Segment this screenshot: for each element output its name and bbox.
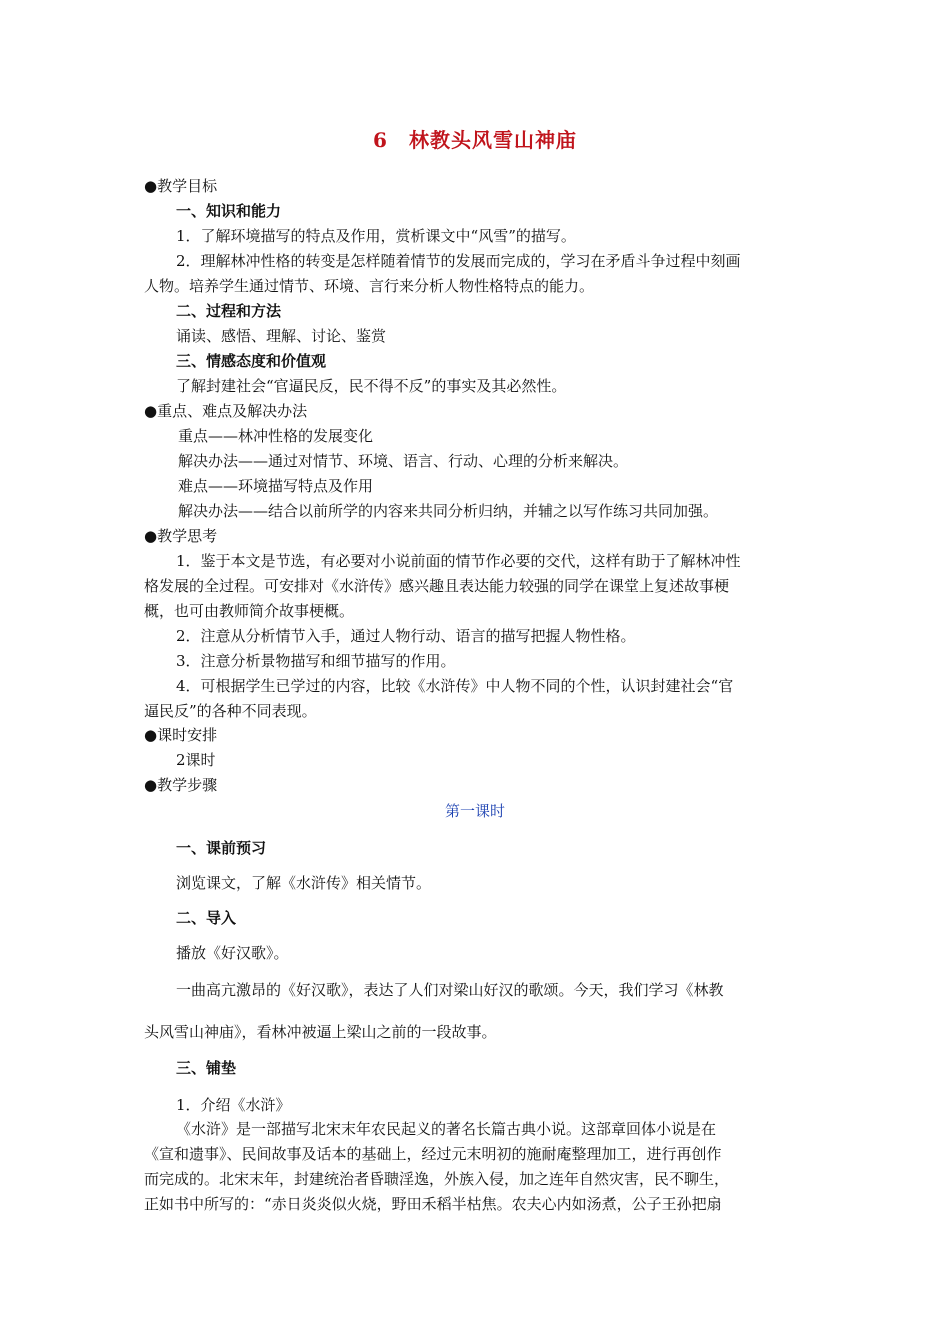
thinking-item-2: 2．注意从分析情节入手，通过人物行动、语言的描写把握人物性格。 bbox=[176, 627, 636, 645]
objectives-section-3-text: 了解封建社会“官逼民反，民不得不反”的事实及其必然性。 bbox=[176, 377, 567, 395]
objectives-heading: ●教学目标 bbox=[144, 177, 218, 195]
schedule-text: 2课时 bbox=[176, 751, 216, 769]
step-2-text-2: 一曲高亢激昂的《好汉歌》，表达了人们对梁山好汉的歌颂。今天，我们学习《林教 bbox=[176, 981, 724, 999]
objectives-section-1: 一、知识和能力 bbox=[176, 202, 282, 220]
thinking-item-1: 1．鉴于本文是节选，有必要对小说前面的情节作必要的交代，这样有助于了解林冲性 bbox=[176, 552, 741, 570]
lesson-title: 第一课时 bbox=[444, 802, 505, 820]
keypoints-heading: ●重点、难点及解决办法 bbox=[144, 402, 308, 420]
step-3-paragraph-2: 《宣和遗事》、民间故事及话本的基础上，经过元末明初的施耐庵整理加工，进行再创作 bbox=[144, 1145, 722, 1163]
thinking-item-4: 4．可根据学生已学过的内容，比较《水浒传》中人物不同的个性，认识封建社会“官 bbox=[176, 677, 734, 695]
objectives-section-3: 三、情感态度和价值观 bbox=[176, 352, 327, 370]
step-2-heading: 二、导入 bbox=[176, 909, 237, 927]
keypoints-line-3: 难点——环境描写特点及作用 bbox=[178, 477, 374, 495]
keypoints-line-1: 重点——林冲性格的发展变化 bbox=[178, 427, 374, 445]
objectives-section-2-text: 诵读、感悟、理解、讨论、鉴赏 bbox=[176, 327, 387, 345]
step-3-paragraph-3: 而完成的。北宋末年，封建统治者昏聩淫逸，外族入侵，加之连年自然灾害，民不聊生， bbox=[144, 1170, 730, 1188]
document-title: 6 林教头风雪山神庙 bbox=[373, 128, 577, 152]
step-3-paragraph-4: 正如书中所写的：“赤日炎炎似火烧，野田禾稻半枯焦。农夫心内如汤煮，公子王孙把扇 bbox=[144, 1195, 722, 1213]
step-3-heading: 三、铺垫 bbox=[176, 1059, 237, 1077]
thinking-heading: ●教学思考 bbox=[144, 527, 218, 545]
objectives-item-2-cont: 人物。培养学生通过情节、环境、言行来分析人物性格特点的能力。 bbox=[144, 277, 595, 295]
step-3-paragraph-1: 《水浒》是一部描写北宋末年农民起义的著名长篇古典小说。这部章回体小说是在 bbox=[176, 1120, 717, 1138]
step-2-text-2-cont: 头风雪山神庙》，看林冲被逼上梁山之前的一段故事。 bbox=[144, 1023, 497, 1041]
step-2-text-1: 播放《好汉歌》。 bbox=[176, 944, 289, 962]
thinking-item-3: 3．注意分析景物描写和细节描写的作用。 bbox=[176, 652, 456, 670]
step-3-subheading: 1．介绍《水浒》 bbox=[176, 1096, 291, 1114]
thinking-item-4-cont: 逼民反”的各种不同表现。 bbox=[144, 702, 317, 720]
thinking-item-1-cont2: 概，也可由教师简介故事梗概。 bbox=[144, 602, 355, 620]
step-1-text: 浏览课文，了解《水浒传》相关情节。 bbox=[176, 874, 432, 892]
thinking-item-1-cont: 格发展的全过程。可安排对《水浒传》感兴趣且表达能力较强的同学在课堂上复述故事梗 bbox=[144, 577, 730, 595]
schedule-heading: ●课时安排 bbox=[144, 726, 218, 744]
objectives-section-2: 二、过程和方法 bbox=[176, 302, 282, 320]
keypoints-line-4: 解决办法——结合以前所学的内容来共同分析归纳，并辅之以写作练习共同加强。 bbox=[178, 502, 719, 520]
objectives-item-2: 2．理解林冲性格的转变是怎样随着情节的发展而完成的，学习在矛盾斗争过程中刻画 bbox=[176, 252, 741, 270]
step-1-heading: 一、课前预习 bbox=[176, 839, 267, 857]
steps-heading: ●教学步骤 bbox=[144, 776, 218, 794]
keypoints-line-2: 解决办法——通过对情节、环境、语言、行动、心理的分析来解决。 bbox=[178, 452, 629, 470]
objectives-item-1: 1．了解环境描写的特点及作用，赏析课文中“风雪”的描写。 bbox=[176, 227, 576, 245]
